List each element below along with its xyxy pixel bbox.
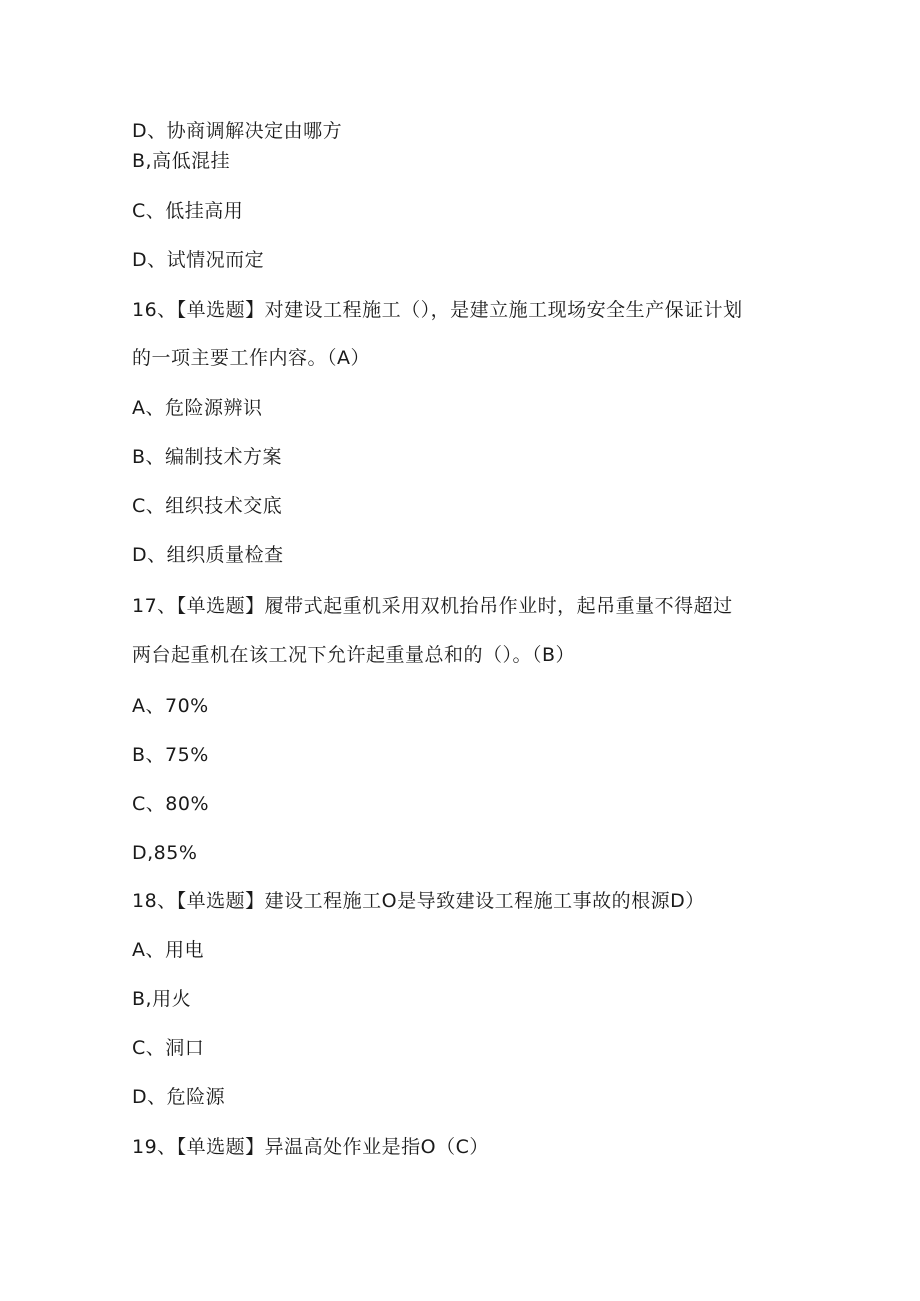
option-line: B,用火	[132, 988, 192, 1010]
option-line: B、75%	[132, 744, 209, 766]
option-line: B、编制技术方案	[132, 446, 283, 468]
option-line: C、低挂高用	[132, 200, 244, 222]
option-line: D,85%	[132, 842, 198, 864]
option-line: B,高低混挂	[132, 150, 231, 172]
option-line: C、洞口	[132, 1037, 205, 1059]
option-line: A、用电	[132, 939, 204, 961]
option-line: D、组织质量检查	[132, 544, 284, 566]
option-line: D、试情况而定	[132, 249, 265, 271]
question-17-text: 17、【单选题】履带式起重机采用双机抬吊作业时，起吊重量不得超过	[132, 595, 733, 617]
option-line: D、协商调解决定由哪方	[132, 120, 343, 142]
question-19-text: 19、【单选题】异温高处作业是指O（C）	[132, 1136, 489, 1158]
question-16-text-cont: 的一项主要工作内容。（A）	[132, 347, 370, 369]
option-line: A、危险源辨识	[132, 397, 263, 419]
question-17-text-cont: 两台起重机在该工况下允许起重量总和的（）。（B）	[132, 644, 576, 666]
option-line: C、80%	[132, 793, 209, 815]
option-line: A、70%	[132, 695, 209, 717]
option-line: C、组织技术交底	[132, 495, 283, 517]
option-line: D、危险源	[132, 1086, 226, 1108]
question-18-text: 18、【单选题】建设工程施工O是导致建设工程施工事故的根源D）	[132, 890, 705, 912]
question-16-text: 16、【单选题】对建设工程施工（），是建立施工现场安全生产保证计划	[132, 299, 743, 321]
